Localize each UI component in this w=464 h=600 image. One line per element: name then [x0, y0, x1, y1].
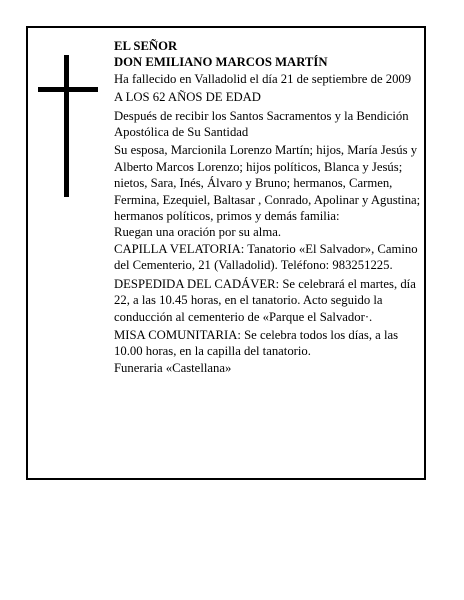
- cross-vertical-bar: [64, 55, 69, 197]
- title-line-1: EL SEÑOR: [114, 39, 178, 53]
- obituary-text: [114, 38, 422, 376]
- farewell-label: DESPEDIDA DEL CADÁVER:: [114, 276, 280, 291]
- death-info: Ha fallecido en Valladolid el día 21 de septiembre de 2009: [114, 71, 412, 86]
- mass-label: MISA COMUNITARIA:: [114, 327, 241, 342]
- mass-info: [114, 327, 422, 360]
- chapel-text: Tanatorio «El Salvador», Camino del Cementerio, 21 (Valladolid). Teléfono: 983251225.: [114, 241, 418, 273]
- farewell-text: Se celebrará el martes, día 22, a las 10.45 horas, en el tanatorio. Acto seguido la conducción al cementerio de «Parque el Salvador·.: [114, 276, 416, 324]
- deceased-name: DON EMILIANO MARCOS MARTÍN: [114, 55, 328, 70]
- prayer-request: Ruegan una oración por su alma.: [114, 225, 282, 240]
- cross-horizontal-bar: [38, 87, 98, 92]
- family-list: Su esposa, Marcionila Lorenzo Martín; hijos, María Jesús y Alberto Marcos Lorenzo; hijos políticos, Blanca y Jesús; nietos, Sara, Inés, Álvaro y Bruno; hermanos, Carmen, Fermina, Ezequiel, Baltasar , Conrado, Apolinar y Agustina; hermanos políticos, primos y demás familia:: [114, 143, 421, 224]
- farewell-info: [114, 276, 422, 325]
- cross-icon: [38, 55, 98, 197]
- funeral-home: Funeraria «Castellana»: [114, 360, 232, 375]
- mass-text: Se celebra todos los días, a las 10.00 horas, en la capilla del tanatorio.: [114, 327, 399, 359]
- age-line: A LOS 62 AÑOS DE EDAD: [114, 90, 261, 105]
- chapel-info: [114, 241, 422, 274]
- chapel-label: CAPILLA VELATORIA:: [114, 241, 245, 256]
- sacraments-line: Después de recibir los Santos Sacramentos y la Bendición Apostólica de Su Santidad: [114, 108, 409, 140]
